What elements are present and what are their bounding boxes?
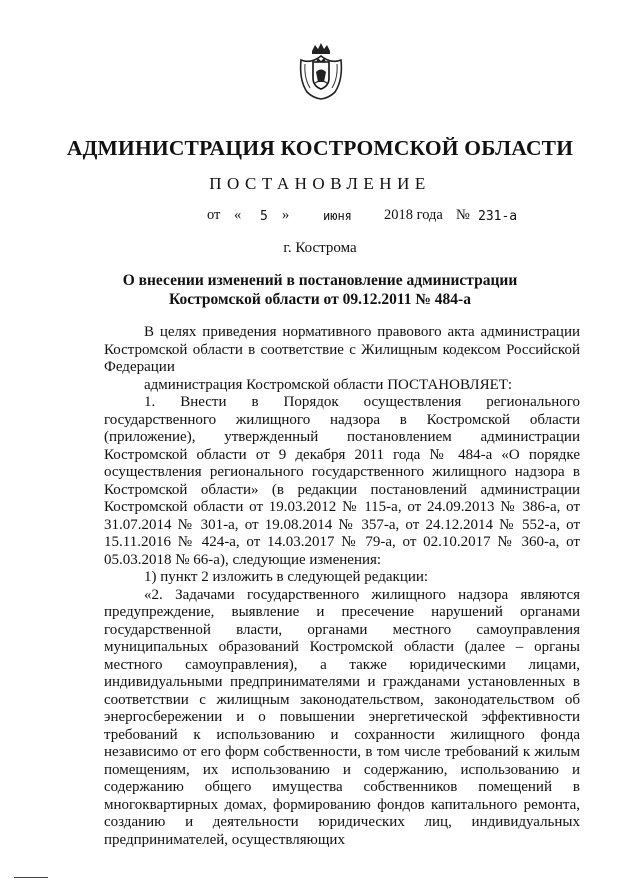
- document-type-title: ПОСТАНОВЛЕНИЕ: [209, 174, 431, 193]
- date-close-quote: »: [282, 207, 290, 223]
- subitem-1-paragraph: 1) пункт 2 изложить в следующей редакции:: [144, 569, 429, 585]
- footer-rule: [14, 877, 48, 878]
- subject-line-2: Костромской области от 09.12.2011 № 484-а: [169, 291, 471, 308]
- item-1-paragraph: 1. Внести в Порядок осуществления регионального государственного жилищного надзора в Костромской области (приложение), утвержденный постановлением администрации Костромской области от 9 декабря 2011 года № 484-а «О порядке осуществления регионального государственного жилищного надзора в Костромской области» (в редакции постановлений администрации Костромской области от 19.03.2012 № 115-а, от 24.09.2013 № 386-а, от 31.07.2014 № 301-а, от 19.08.2014 № 357-а, от 24.12.2014 № 552-а, от 15.11.2016 № 424-а, от 14.03.2017 № 79-а, от 02.10.2017 № 360-а, от 05.03.2018 № 66-а), следующие изменения:: [104, 394, 580, 568]
- date-number-line: [0, 207, 640, 229]
- date-year: 2018 года: [384, 207, 443, 223]
- document-body: [104, 324, 580, 849]
- subject-line-1: О внесении изменений в постановление администрации: [122, 272, 518, 289]
- clause-2-paragraph: «2. Задачами государственного жилищного надзора являются предупреждение, выявление и пресечение нарушений органами государственной власти, органами местного самоуправления муниципальных образований Костромской области (далее – органы местного самоуправления), а также юридическими лицами, индивидуальными предпринимателями и гражданами установленных в соответствии с жилищным законодательством, законодательством об энергосбережении и о повышении энергетической эффективности требований к использованию и сохранности жилищного фонда независимо от его форм собственности, в том числе требований к жилым помещениям, их использованию и содержанию, использованию и содержанию общего имущества собственников помещений в многоквартирных домах, формированию фондов капитального ремонта, созданию и деятельности юридических лиц, индивидуальных предпринимателей, осуществляющих: [104, 586, 580, 848]
- city-name: г. Кострома: [283, 240, 357, 256]
- date-day: 5: [260, 209, 268, 224]
- date-open-quote: «: [234, 207, 242, 223]
- coat-of-arms-emblem: [297, 42, 345, 102]
- preamble-paragraph: В целях приведения нормативного правового акта администрации Костромской области в соответствие с Жилищным кодексом Российской Федерации: [104, 324, 580, 375]
- document-number: 231-а: [478, 209, 518, 224]
- number-sign: №: [456, 207, 470, 223]
- document-subject: [0, 271, 640, 309]
- date-from-label: от: [207, 207, 221, 223]
- organization-title: АДМИНИСТРАЦИЯ КОСТРОМСКОЙ ОБЛАСТИ: [66, 136, 574, 160]
- date-month: июня: [323, 209, 352, 223]
- resolves-paragraph: администрация Костромской области ПОСТАНОВЛЯЕТ:: [144, 376, 513, 393]
